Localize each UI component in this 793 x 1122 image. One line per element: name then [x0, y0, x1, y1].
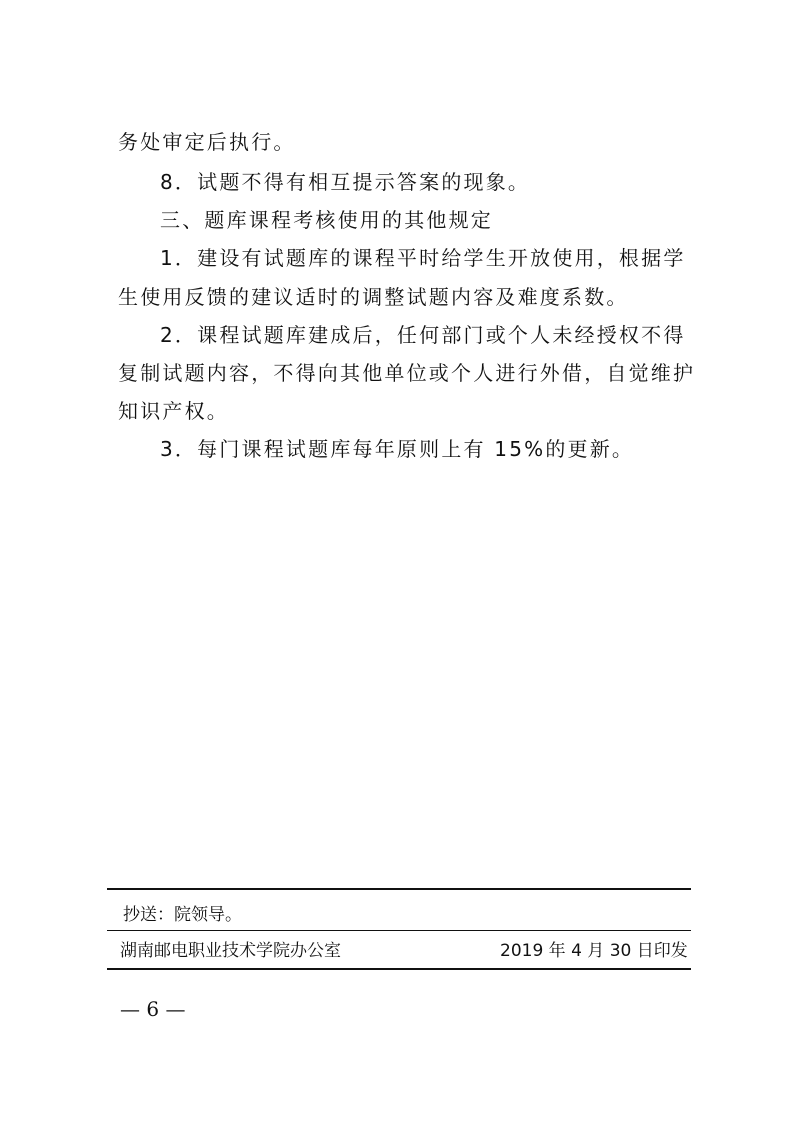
body-line: 复制试题内容，不得向其他单位或个人进行外借，自觉维护: [118, 361, 696, 385]
body-line: 务处审定后执行。: [118, 130, 296, 154]
issue-date: 2019 年 4 月 30 日印发: [500, 941, 688, 961]
footer-bottom-rule: [107, 968, 691, 970]
body-line: 2．课程试题库建成后，任何部门或个人未经授权不得: [160, 323, 686, 347]
body-line: 3．每门课程试题库每年原则上有 15%的更新。: [160, 437, 635, 461]
cc-line: 抄送：院领导。: [123, 905, 242, 925]
issuer-name: 湖南邮电职业技术学院办公室: [120, 941, 341, 961]
body-line: 8．试题不得有相互提示答案的现象。: [160, 170, 531, 194]
footer-middle-rule: [107, 930, 691, 931]
body-line: 知识产权。: [118, 399, 229, 423]
body-line: 1．建设有试题库的课程平时给学生开放使用，根据学: [160, 246, 686, 270]
body-line: 生使用反馈的建议适时的调整试题内容及难度系数。: [118, 285, 629, 309]
page-number: — 6 —: [120, 997, 186, 1021]
section-heading: 三、题库课程考核使用的其他规定: [160, 208, 493, 232]
footer-top-rule: [107, 888, 691, 890]
